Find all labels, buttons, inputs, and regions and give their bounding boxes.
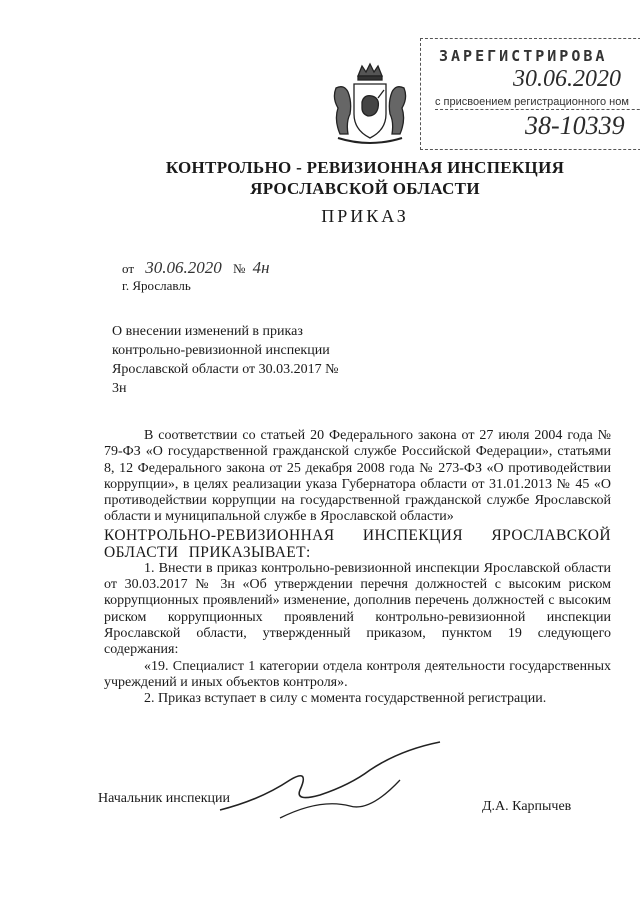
item-2-paragraph: 2. Приказ вступает в силу с момента государственной регистрации. xyxy=(144,691,547,707)
item-1-quote: «19. Специалист 1 категории отдела контроля деятельности государственных учреждений и иных объектов контроля». xyxy=(104,658,611,690)
orders-heading: КОНТРОЛЬНО-РЕВИЗИОННАЯ ИНСПЕКЦИЯ ЯРОСЛАВСКОЙ ОБЛАСТИ ПРИКАЗЫВАЕТ: xyxy=(104,526,611,561)
number-label: № xyxy=(233,261,246,276)
stamp-date: 30.06.2020 xyxy=(513,66,621,92)
order-body xyxy=(104,428,611,707)
stamp-divider xyxy=(435,109,640,110)
handwritten-number: 4н xyxy=(252,258,270,277)
org-name-line2: ЯРОСЛАВСКОЙ ОБЛАСТИ xyxy=(250,179,480,198)
order-subject: О внесении изменений в приказ контрольно-ревизионной инспекции Ярославской области от 30.03.2017 № 3н xyxy=(112,324,339,396)
order-date-line xyxy=(122,258,270,278)
document-type: ПРИКАЗ xyxy=(321,206,409,226)
registration-stamp xyxy=(420,38,640,150)
organization-name xyxy=(120,157,610,199)
handwritten-date: 30.06.2020 xyxy=(145,258,222,277)
city: г. Ярославль xyxy=(122,278,191,293)
coat-of-arms-icon xyxy=(322,58,418,154)
handwritten-signature-icon xyxy=(200,740,460,830)
signatory-position: Начальник инспекции xyxy=(98,791,230,806)
org-name-line1: КОНТРОЛЬНО - РЕВИЗИОННАЯ ИНСПЕКЦИЯ xyxy=(165,158,565,177)
stamp-caption: с присвоением регистрационного ном xyxy=(435,96,629,108)
date-from-label: от xyxy=(122,261,135,276)
preamble-paragraph: В соответствии со статьей 20 Федерального закона от 27 июля 2004 года № 79-ФЗ «О государственной гражданской службе Российской Федерации», статьями 8, 12 Федерального закона от 25 декабря 2008 года № 273-ФЗ «О противодействии коррупции», в целях реализации указа Губернатора области от 31.01.2013 № 45 «О противодействии коррупции на государственной гражданской службе Ярославской области и муниципальной службе в Ярославской области» xyxy=(104,428,611,525)
signatory-name: Д.А. Карпычев xyxy=(482,799,572,814)
item-1-paragraph: 1. Внести в приказ контрольно-ревизионной инспекции Ярославской области от 30.03.2017 № 3н «Об утверждении перечня должностей с высоким риском коррупционных проявлений» изменение, дополнив перечень должностей с высоким риском коррупционных проявлений контрольно-ревизионной инспекции Ярославской области, утвержденный приказом, пунктом 19 следующего содержания: xyxy=(104,560,611,658)
stamp-number: 38-10339 xyxy=(525,111,625,140)
stamp-title: ЗАРЕГИСТРИРОВА xyxy=(439,47,608,65)
